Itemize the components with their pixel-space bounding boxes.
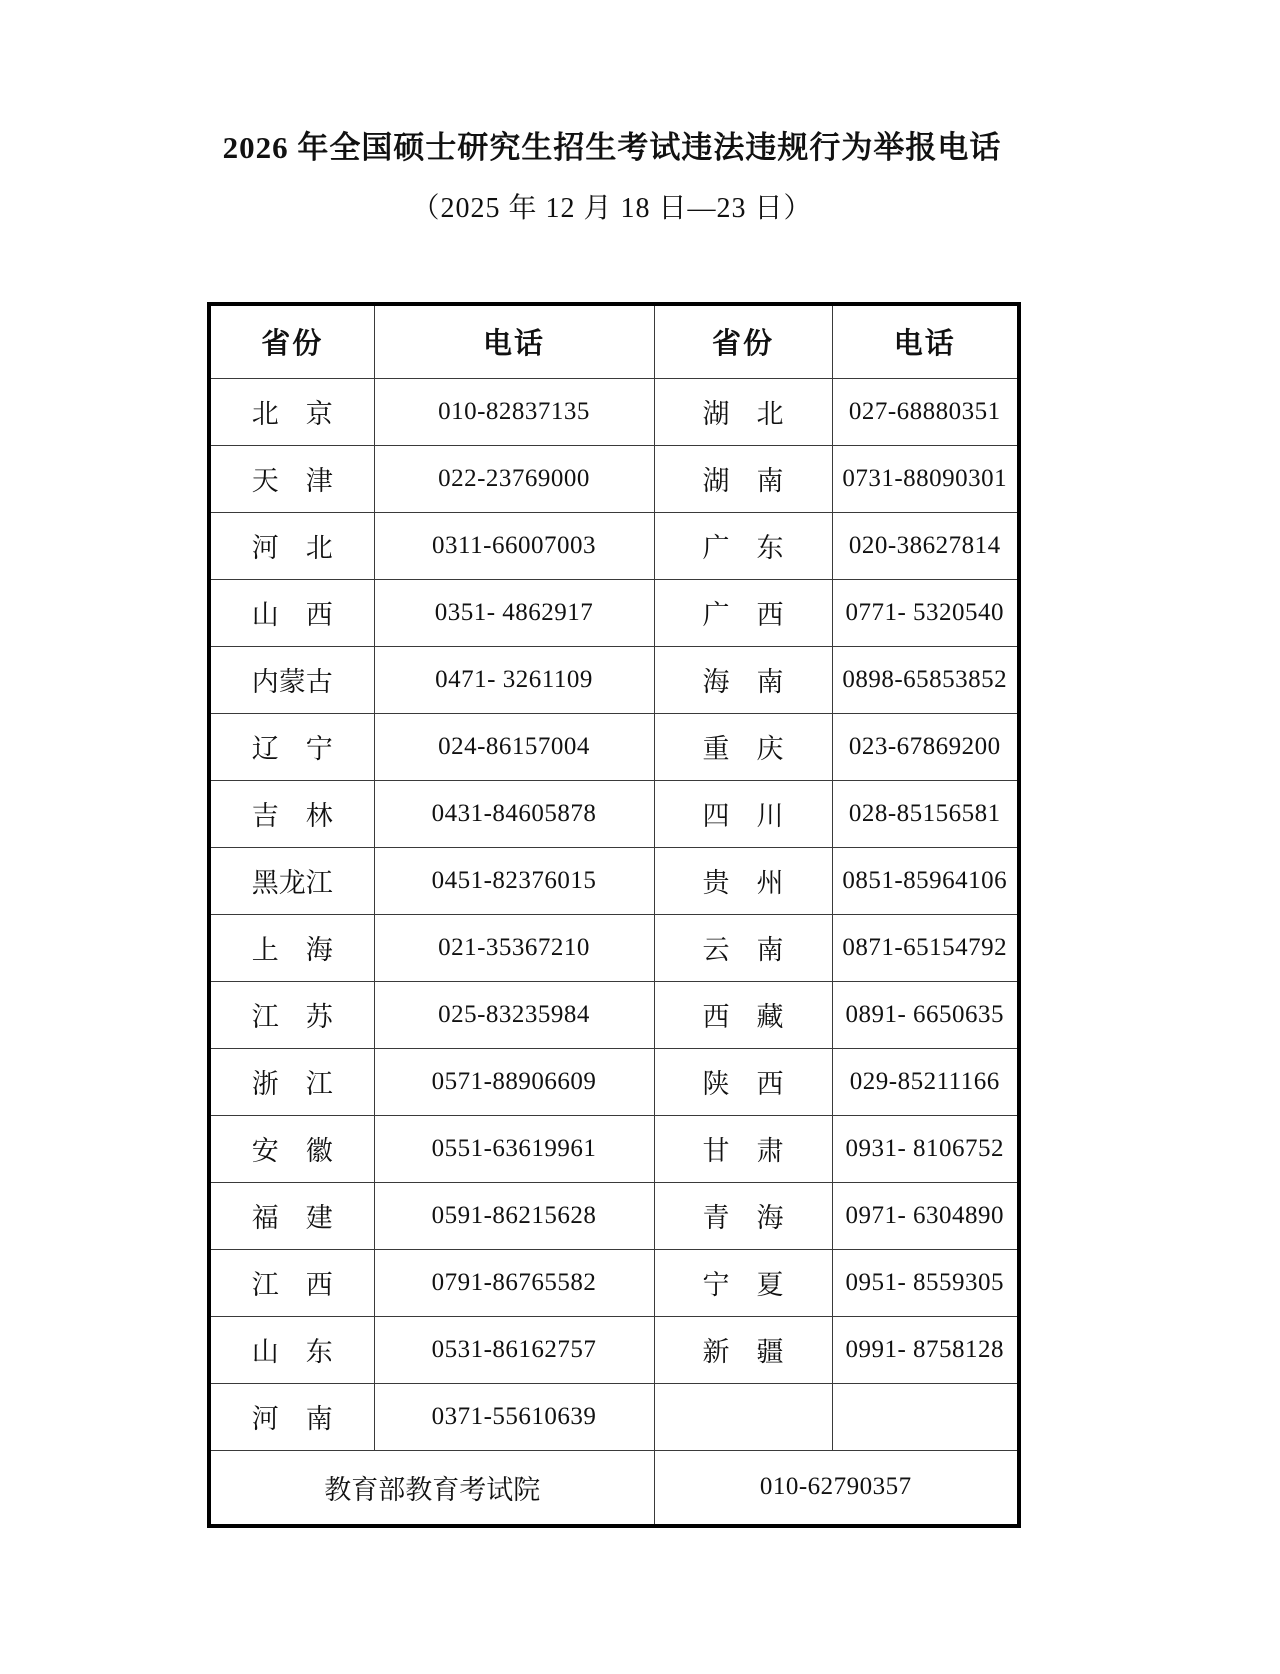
province-cell — [654, 445, 832, 512]
phone-cell: 020-38627814 — [832, 512, 1019, 579]
province-cell — [209, 378, 374, 445]
phone-cell: 0791-86765582 — [374, 1249, 654, 1316]
province-name: 海 南 — [702, 667, 784, 697]
page-title: 2026 年全国硕士研究生招生考试违法违规行为举报电话 — [222, 130, 1002, 165]
province-cell — [654, 1316, 832, 1383]
table-row — [209, 847, 1019, 914]
province-name: 江 苏 — [251, 1002, 333, 1032]
phone-cell: 0951- 8559305 — [832, 1249, 1019, 1316]
province-name: 重 庆 — [702, 734, 784, 764]
province-cell — [209, 579, 374, 646]
phone-cell-empty — [832, 1383, 1019, 1450]
province-cell — [654, 981, 832, 1048]
page-subtitle: （2025 年 12 月 18 日—23 日） — [411, 193, 813, 224]
province-cell — [209, 1383, 374, 1450]
province-cell-empty — [654, 1383, 832, 1450]
table-row — [209, 713, 1019, 780]
province-cell — [209, 512, 374, 579]
province-cell — [654, 646, 832, 713]
column-header-phone-right: 电话 — [832, 304, 1019, 378]
province-cell — [209, 1249, 374, 1316]
province-name: 新 疆 — [702, 1337, 784, 1367]
province-cell — [209, 914, 374, 981]
province-name: 天 津 — [251, 466, 333, 496]
table-row — [209, 512, 1019, 579]
table-row — [209, 1182, 1019, 1249]
province-name: 安 徽 — [251, 1136, 333, 1166]
table-row — [209, 914, 1019, 981]
phone-cell: 0871-65154792 — [832, 914, 1019, 981]
phone-cell: 028-85156581 — [832, 780, 1019, 847]
province-name: 青 海 — [702, 1203, 784, 1233]
province-name: 广 东 — [702, 533, 784, 563]
phone-cell: 0351- 4862917 — [374, 579, 654, 646]
phone-cell: 0931- 8106752 — [832, 1115, 1019, 1182]
table-row — [209, 780, 1019, 847]
phone-cell: 0311-66007003 — [374, 512, 654, 579]
phone-cell: 0891- 6650635 — [832, 981, 1019, 1048]
footer-row — [209, 1450, 1019, 1526]
province-name: 宁 夏 — [702, 1270, 784, 1300]
province-cell — [209, 646, 374, 713]
phone-cell: 0851-85964106 — [832, 847, 1019, 914]
province-name: 云 南 — [702, 935, 784, 965]
province-name: 河 南 — [251, 1404, 333, 1434]
phone-cell: 0571-88906609 — [374, 1048, 654, 1115]
phone-cell: 0771- 5320540 — [832, 579, 1019, 646]
phone-cell: 021-35367210 — [374, 914, 654, 981]
phone-cell: 027-68880351 — [832, 378, 1019, 445]
province-name: 上 海 — [251, 935, 333, 965]
phone-cell: 0471- 3261109 — [374, 646, 654, 713]
province-cell — [654, 1048, 832, 1115]
province-cell — [654, 780, 832, 847]
column-header-province-right: 省份 — [654, 304, 832, 378]
province-cell — [654, 579, 832, 646]
table-row — [209, 1115, 1019, 1182]
province-cell — [654, 512, 832, 579]
phone-cell: 0971- 6304890 — [832, 1182, 1019, 1249]
table-row — [209, 1383, 1019, 1450]
province-name: 四 川 — [702, 801, 784, 831]
province-cell — [654, 1249, 832, 1316]
table-row — [209, 378, 1019, 445]
province-cell — [209, 847, 374, 914]
province-cell — [209, 1316, 374, 1383]
province-name: 湖 北 — [702, 399, 784, 429]
province-name: 内蒙古 — [251, 667, 333, 697]
province-cell — [654, 378, 832, 445]
phone-cell: 0551-63619961 — [374, 1115, 654, 1182]
phone-cell: 0371-55610639 — [374, 1383, 654, 1450]
phone-cell: 0531-86162757 — [374, 1316, 654, 1383]
province-cell — [209, 445, 374, 512]
table-row — [209, 445, 1019, 512]
province-name: 广 西 — [702, 600, 784, 630]
province-name: 浙 江 — [251, 1069, 333, 1099]
province-cell — [654, 1182, 832, 1249]
province-cell — [654, 713, 832, 780]
phone-cell: 0451-82376015 — [374, 847, 654, 914]
phone-cell: 022-23769000 — [374, 445, 654, 512]
phone-cell: 010-82837135 — [374, 378, 654, 445]
province-cell — [209, 981, 374, 1048]
phone-cell: 025-83235984 — [374, 981, 654, 1048]
table-row — [209, 981, 1019, 1048]
phone-cell: 024-86157004 — [374, 713, 654, 780]
province-cell — [654, 1115, 832, 1182]
phone-cell: 0898-65853852 — [832, 646, 1019, 713]
phone-cell: 0591-86215628 — [374, 1182, 654, 1249]
province-name: 陕 西 — [702, 1069, 784, 1099]
province-name: 河 北 — [251, 533, 333, 563]
table-row — [209, 1249, 1019, 1316]
province-name: 福 建 — [251, 1203, 333, 1233]
province-name: 甘 肃 — [702, 1136, 784, 1166]
province-name: 江 西 — [251, 1270, 333, 1300]
province-name: 北 京 — [251, 399, 333, 429]
table-row — [209, 1316, 1019, 1383]
phone-cell: 0991- 8758128 — [832, 1316, 1019, 1383]
province-cell — [209, 780, 374, 847]
province-name: 湖 南 — [702, 466, 784, 496]
document-page — [207, 0, 1017, 1528]
province-name: 辽 宁 — [251, 734, 333, 764]
phone-cell: 023-67869200 — [832, 713, 1019, 780]
province-cell — [654, 914, 832, 981]
province-name: 山 西 — [251, 600, 333, 630]
province-name: 贵 州 — [702, 868, 784, 898]
province-cell — [209, 713, 374, 780]
phone-cell: 0731-88090301 — [832, 445, 1019, 512]
province-name: 吉 林 — [251, 801, 333, 831]
table-row — [209, 646, 1019, 713]
footer-phone-cell: 010-62790357 — [654, 1450, 1019, 1526]
province-cell — [209, 1182, 374, 1249]
footer-org-cell: 教育部教育考试院 — [209, 1450, 654, 1526]
header-row — [209, 304, 1019, 378]
phone-cell: 029-85211166 — [832, 1048, 1019, 1115]
phone-cell: 0431-84605878 — [374, 780, 654, 847]
province-cell — [654, 847, 832, 914]
province-name: 山 东 — [251, 1337, 333, 1367]
column-header-phone-left: 电话 — [374, 304, 654, 378]
province-name: 黑龙江 — [251, 868, 333, 898]
province-cell — [209, 1115, 374, 1182]
report-phone-table — [207, 302, 1021, 1528]
province-cell — [209, 1048, 374, 1115]
table-row — [209, 1048, 1019, 1115]
table-row — [209, 579, 1019, 646]
province-name: 西 藏 — [702, 1002, 784, 1032]
column-header-province-left: 省份 — [209, 304, 374, 378]
